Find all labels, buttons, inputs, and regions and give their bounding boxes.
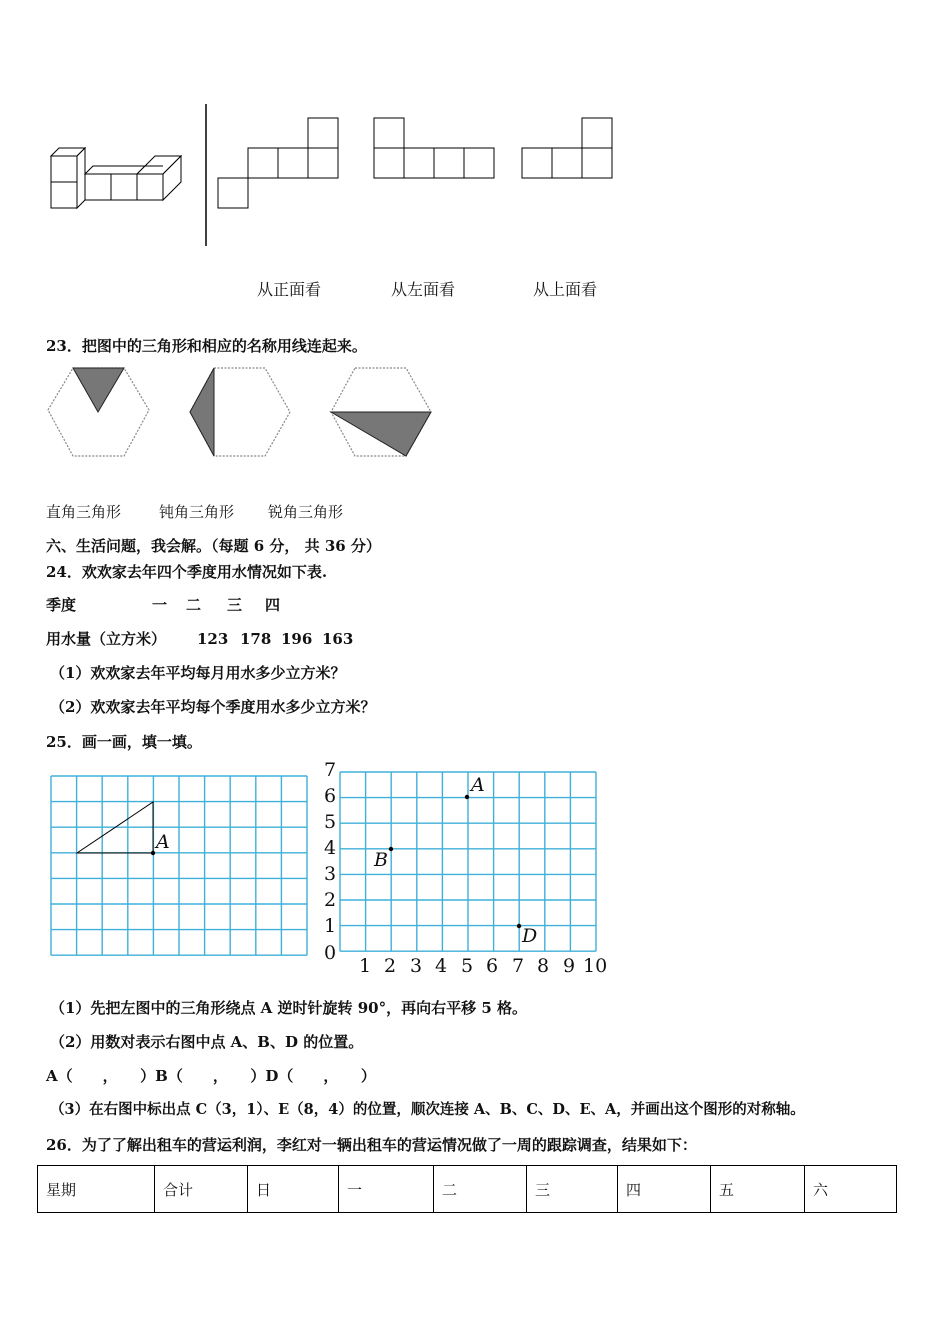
name-acute-triangle: 锐角三角形 <box>268 503 344 521</box>
x-tick-9: 9 <box>563 955 576 977</box>
q26-title: 26．为了了解出租车的营运利润，李红对一辆出租车的营运情况做了一周的跟踪调查，结果如下： <box>46 1136 697 1154</box>
q25-blanks: A（ ， ）B（ ， ）D（ ， ） <box>46 1067 376 1085</box>
q23-title: 23．把图中的三角形和相应的名称用线连起来。 <box>46 337 367 355</box>
name-obtuse-triangle: 钝角三角形 <box>159 503 235 521</box>
header-cell-sat: 六 <box>805 1166 897 1213</box>
y-tick-7: 7 <box>324 759 337 781</box>
x-tick-3: 3 <box>410 955 423 977</box>
x-tick-5: 5 <box>461 955 474 977</box>
q25-sub3: （3）在右图中标出点 C（3，1）、E（8，4）的位置，顺次连接 A、B、C、D、E、A，并画出这个图形的对称轴。 <box>50 1101 805 1118</box>
header-cell-fri: 五 <box>711 1166 805 1213</box>
header-cell-total: 合计 <box>155 1166 248 1213</box>
season-1: 一 <box>152 596 168 614</box>
right-point-b-label: B <box>374 849 388 871</box>
y-tick-0: 0 <box>324 942 337 964</box>
x-tick-10: 10 <box>583 955 608 977</box>
header-cell-thu: 四 <box>618 1166 711 1213</box>
header-cell-sun: 日 <box>248 1166 339 1213</box>
top-view-label: 从上面看 <box>533 280 598 299</box>
usage-4: 163 <box>322 630 354 648</box>
section6-title: 六、生活问题，我会解。（每题 6 分， 共 36 分） <box>46 537 381 555</box>
y-tick-4: 4 <box>324 837 337 859</box>
x-tick-7: 7 <box>512 955 525 977</box>
season-4: 四 <box>265 596 281 614</box>
q25-title: 25．画一画，填一填。 <box>46 733 202 751</box>
season-2: 二 <box>186 596 202 614</box>
x-tick-2: 2 <box>384 955 397 977</box>
y-tick-1: 1 <box>324 915 337 937</box>
table-row <box>38 1166 897 1213</box>
left-point-a-label: A <box>156 831 170 853</box>
y-tick-3: 3 <box>324 863 337 885</box>
x-tick-6: 6 <box>486 955 499 977</box>
right-point-d-label: D <box>522 925 538 947</box>
x-tick-1: 1 <box>359 955 372 977</box>
usage-label: 用水量（立方米） <box>46 630 167 648</box>
front-view-label: 从正面看 <box>257 280 322 299</box>
y-tick-2: 2 <box>324 889 337 911</box>
right-point-a-label: A <box>471 774 485 796</box>
q24-sub2: （2）欢欢家去年平均每个季度用水多少立方米？ <box>50 698 376 716</box>
header-cell-weekday: 星期 <box>38 1166 155 1213</box>
header-cell-tue: 二 <box>434 1166 527 1213</box>
header-cell-mon: 一 <box>339 1166 434 1213</box>
left-view-label: 从左面看 <box>391 280 456 299</box>
season-3: 三 <box>227 596 243 614</box>
x-tick-4: 4 <box>435 955 448 977</box>
taxi-week-table <box>37 1165 897 1213</box>
q24-title: 24．欢欢家去年四个季度用水情况如下表. <box>46 563 328 581</box>
name-right-triangle: 直角三角形 <box>46 503 122 521</box>
season-label: 季度 <box>46 596 77 614</box>
header-cell-wed: 三 <box>527 1166 618 1213</box>
usage-1: 123 <box>197 630 229 648</box>
usage-3: 196 <box>281 630 313 648</box>
q25-sub2: （2）用数对表示右图中点 A、B、D 的位置。 <box>50 1033 364 1051</box>
q25-sub1: （1）先把左图中的三角形绕点 A 逆时针旋转 90°，再向右平移 5 格。 <box>50 999 527 1017</box>
usage-2: 178 <box>240 630 272 648</box>
y-tick-5: 5 <box>324 811 337 833</box>
right-point-a-dot <box>465 795 469 799</box>
q24-sub1: （1）欢欢家去年平均每月用水多少立方米？ <box>50 664 346 682</box>
right-point-d-dot <box>517 924 521 928</box>
y-tick-6: 6 <box>324 785 337 807</box>
right-point-b-dot <box>389 847 393 851</box>
x-tick-8: 8 <box>537 955 550 977</box>
